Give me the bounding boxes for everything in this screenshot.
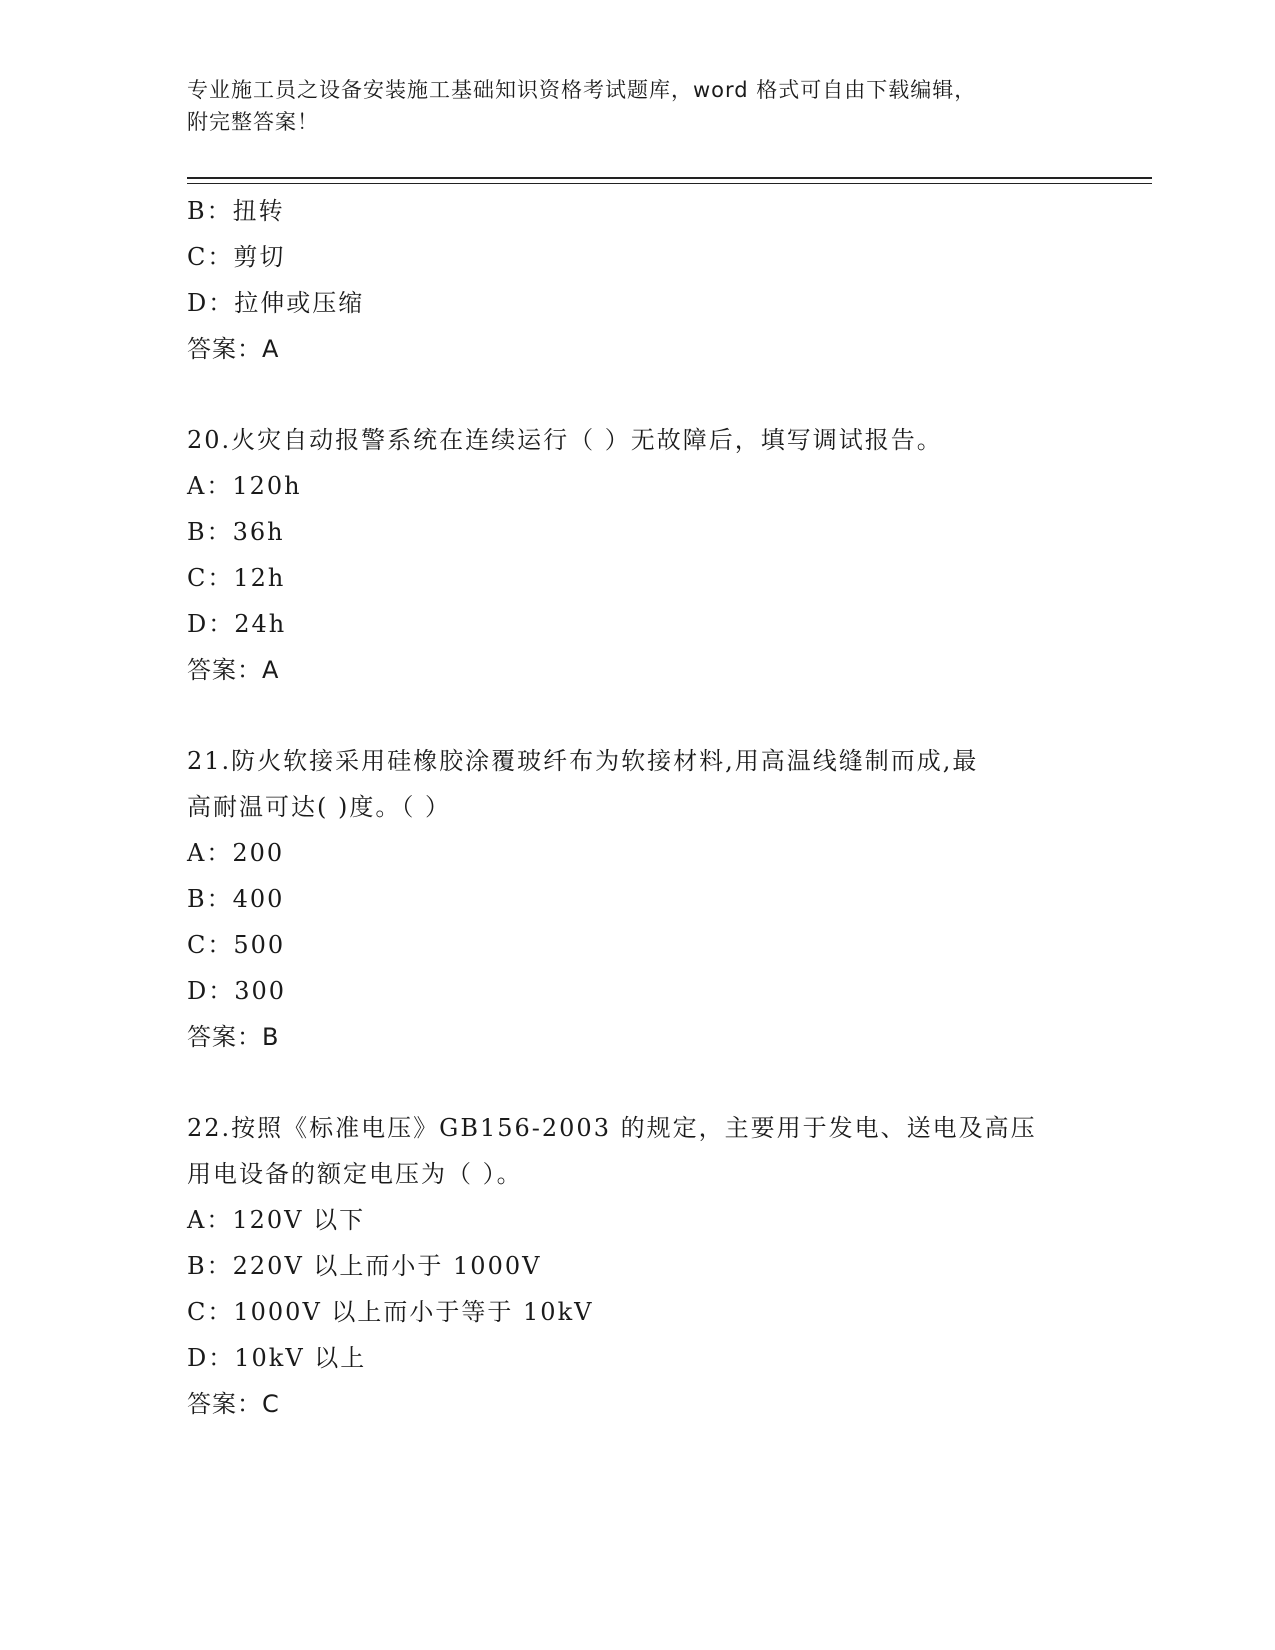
- question-stem-line-2: 用电设备的额定电压为（ ）。: [187, 1160, 523, 1188]
- header-line-1: 专业施工员之设备安装施工基础知识资格考试题库，word 格式可自由下载编辑，: [187, 78, 977, 102]
- answer-line: 答案：B: [187, 1023, 280, 1051]
- option-c: C：剪切: [187, 243, 286, 271]
- option-a: A：120h: [187, 472, 302, 500]
- question-list: [187, 188, 1087, 1427]
- answer-line: 答案：A: [187, 335, 280, 363]
- question-stem: 20.火灾自动报警系统在连续运行（ ）无故障后，填写调试报告。: [187, 426, 943, 454]
- question-21: [187, 738, 1087, 1060]
- option-a: A：120V 以下: [187, 1206, 366, 1234]
- option-d: D：300: [187, 977, 287, 1005]
- header-divider-thin: [187, 183, 1152, 184]
- question-19-continued: [187, 188, 1087, 372]
- question-spacer: [187, 1060, 1087, 1105]
- header-divider-thick: [187, 177, 1152, 179]
- option-b: B：36h: [187, 518, 285, 546]
- option-c: C：12h: [187, 564, 286, 592]
- document-header: [187, 74, 1087, 138]
- question-22: [187, 1105, 1087, 1427]
- option-c: C：1000V 以上而小于等于 10kV: [187, 1298, 594, 1326]
- option-d: D：拉伸或压缩: [187, 289, 365, 317]
- header-line-2: 附完整答案！: [187, 110, 319, 134]
- question-spacer: [187, 372, 1087, 417]
- question-spacer: [187, 693, 1087, 738]
- answer-line: 答案：C: [187, 1390, 280, 1418]
- question-stem-line-1: 22.按照《标准电压》GB156-2003 的规定，主要用于发电、送电及高压: [187, 1114, 1037, 1142]
- question-stem-line-2: 高耐温可达( )度。（ ）: [187, 793, 451, 821]
- option-d: D：10kV 以上: [187, 1344, 367, 1372]
- option-c: C：500: [187, 931, 286, 959]
- question-20: [187, 417, 1087, 693]
- option-a: A：200: [187, 839, 285, 867]
- answer-line: 答案：A: [187, 656, 280, 684]
- option-b: B：扭转: [187, 197, 285, 225]
- option-b: B：220V 以上而小于 1000V: [187, 1252, 542, 1280]
- option-b: B：400: [187, 885, 285, 913]
- option-d: D：24h: [187, 610, 287, 638]
- question-stem-line-1: 21.防火软接采用硅橡胶涂覆玻纤布为软接材料,用高温线缝制而成,最: [187, 747, 979, 775]
